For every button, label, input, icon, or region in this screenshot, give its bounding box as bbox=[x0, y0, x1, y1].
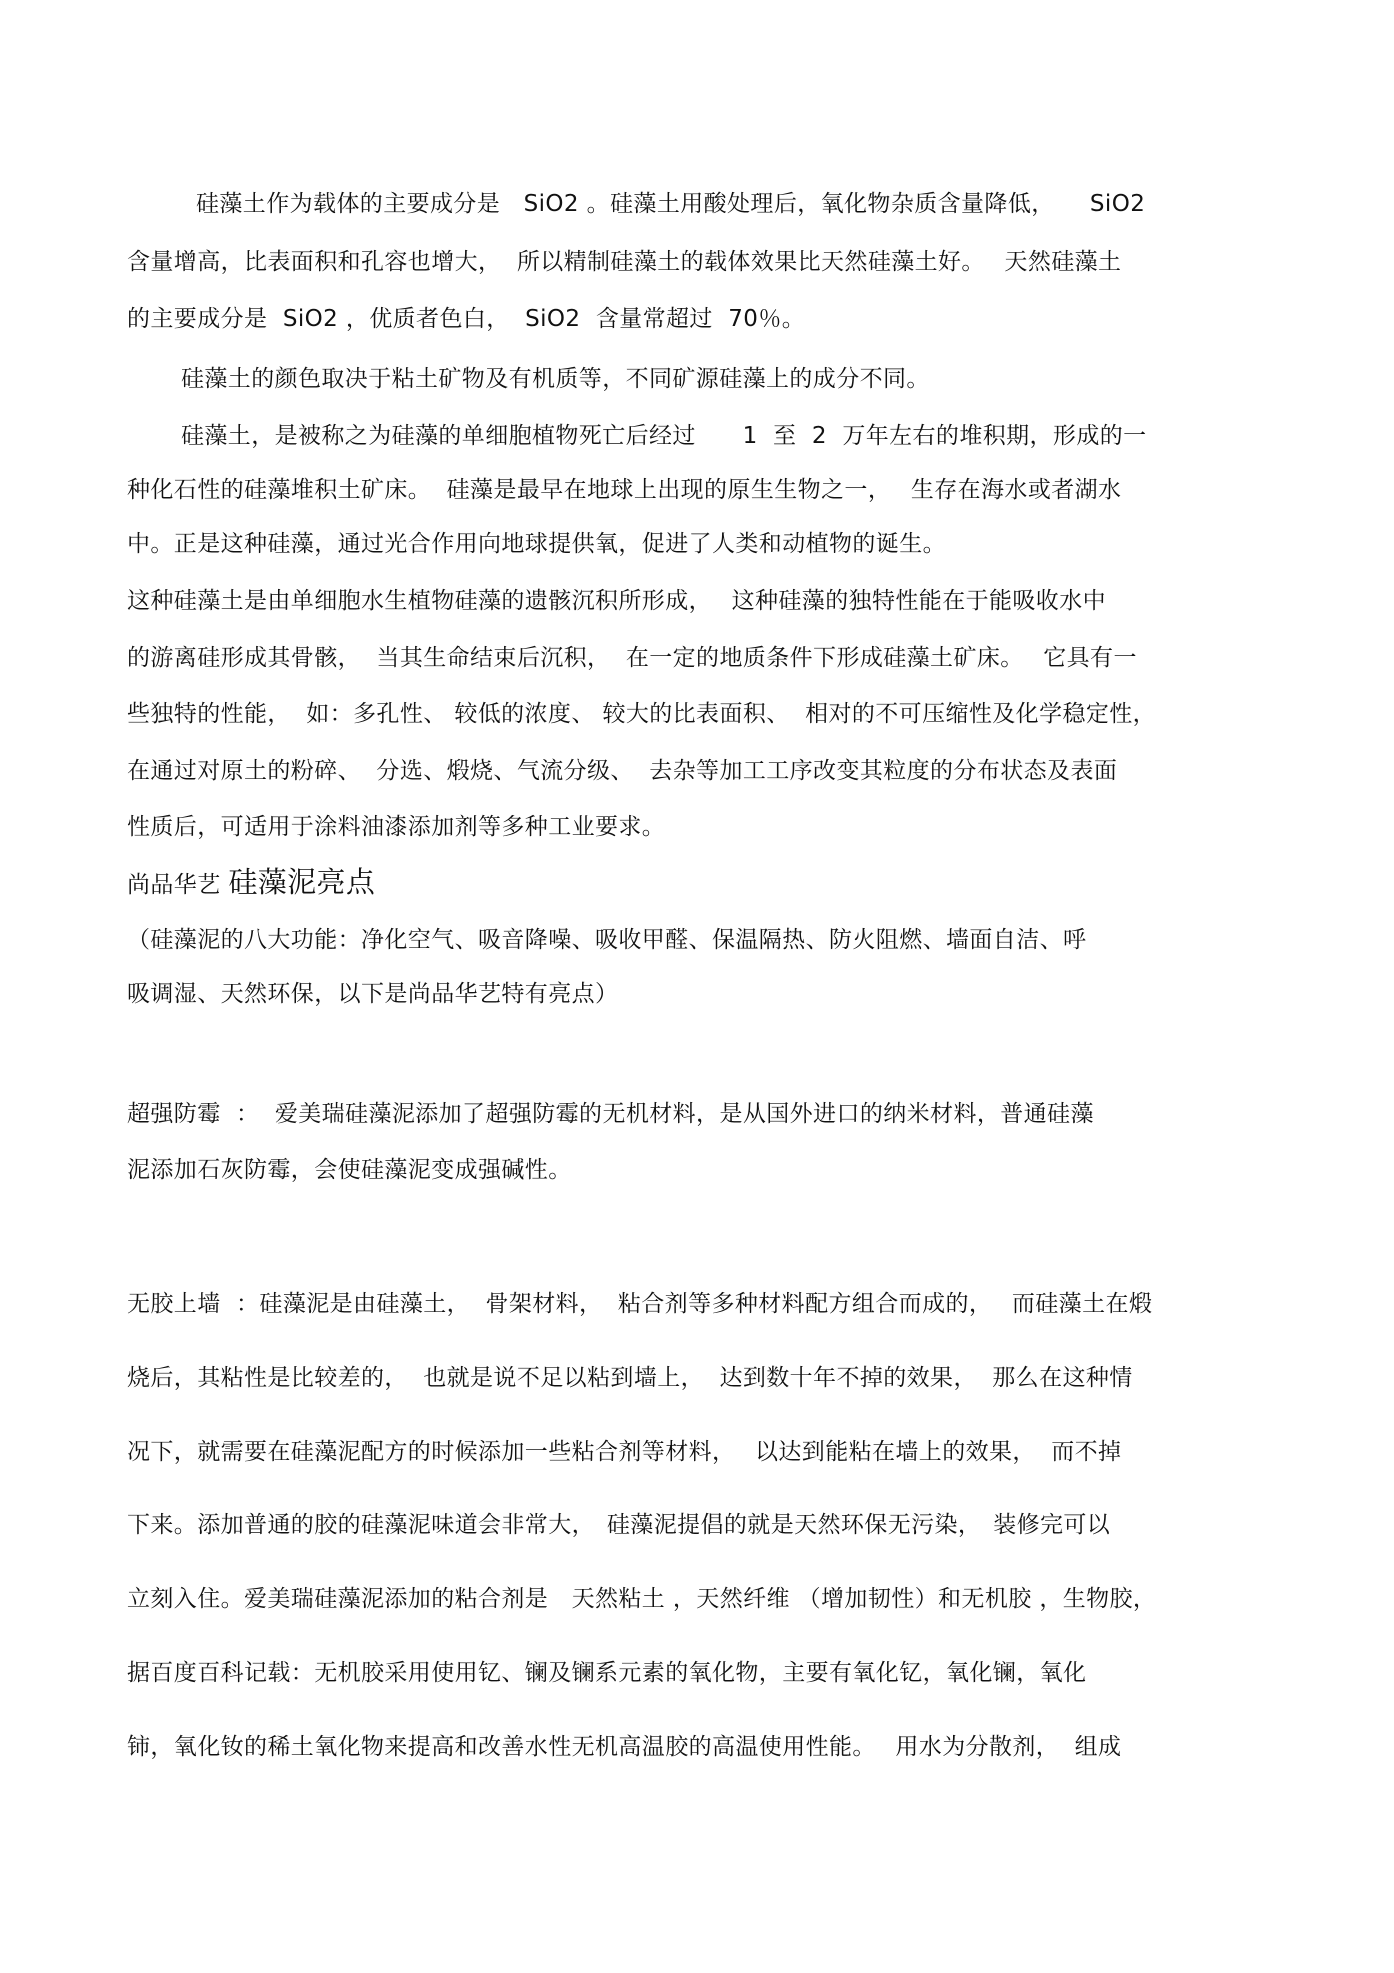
glue-paragraph-line: 无胶上墙 ：硅藻泥是由硅藻土， 骨架材料， 粘合剂等多种材料配方组合而成的， 而硅藻土在煅 bbox=[127, 1291, 1153, 1317]
section-title: 硅藻泥亮点 bbox=[228, 865, 376, 899]
paragraph-line: 种化石性的硅藻堆积土矿床。 硅藻是最早在地球上出现的原生生物之一， 生存在海水或者湖水 bbox=[127, 477, 1122, 503]
glue-paragraph-line: 烧后，其粘性是比较差的， 也就是说不足以粘到墙上， 达到数十年不掉的效果， 那么在这种情 bbox=[127, 1365, 1133, 1391]
glue-paragraph-line: 况下，就需要在硅藻泥配方的时候添加一些粘合剂等材料， 以达到能粘在墙上的效果， 而不掉 bbox=[127, 1439, 1122, 1465]
section-note-line: （硅藻泥的八大功能：净化空气、吸音降噪、吸收甲醛、保温隔热、防火阻燃、墙面自洁、呼 bbox=[127, 927, 1087, 953]
paragraph-line: 硅藻土的颜色取决于粘土矿物及有机质等，不同矿源硅藻上的成分不同。 bbox=[181, 366, 930, 392]
paragraph-line: 含量增高，比表面积和孔容也增大， 所以精制硅藻土的载体效果比天然硅藻土好。 天然硅藻土 bbox=[127, 249, 1122, 275]
glue-paragraph-line: 据百度百科记载：无机胶采用使用钇、镧及镧系元素的氧化物，主要有氧化钇，氧化镧，氧化 bbox=[127, 1660, 1087, 1686]
paragraph-line: 的游离硅形成其骨骸， 当其生命结束后沉积， 在一定的地质条件下形成硅藻土矿床。 它具有一 bbox=[127, 645, 1137, 671]
paragraph-line: 硅藻土，是被称之为硅藻的单细胞植物死亡后经过 1 至 2 万年左右的堆积期，形成的一 bbox=[181, 423, 1147, 449]
mold-paragraph-line: 超强防霉 ： 爱美瑞硅藻泥添加了超强防霉的无机材料，是从国外进口的纳米材料，普通硅藻 bbox=[127, 1101, 1094, 1127]
paragraph-line: 中。正是这种硅藻，通过光合作用向地球提供氧，促进了人类和动植物的诞生。 bbox=[127, 531, 946, 557]
paragraph-line: 硅藻土作为载体的主要成分是 SiO2 。硅藻土用酸处理后，氧化物杂质含量降低， SiO2 bbox=[196, 191, 1146, 217]
paragraph-line: 的主要成分是 SiO2 ，优质者色白， SiO2 含量常超过 70％。 bbox=[127, 306, 806, 332]
paragraph-line: 这种硅藻土是由单细胞水生植物硅藻的遗骸沉积所形成， 这种硅藻的独特性能在于能吸收水中 bbox=[127, 588, 1107, 614]
paragraph-line: 些独特的性能， 如：多孔性、 较低的浓度、 较大的比表面积、 相对的不可压缩性及化学稳定性， bbox=[127, 701, 1157, 727]
section-brand: 尚品华艺 bbox=[127, 872, 229, 898]
glue-paragraph-line: 立刻入住。爱美瑞硅藻泥添加的粘合剂是 天然粘土 ，天然纤维 （增加韧性）和无机胶 ，生物胶， bbox=[127, 1586, 1157, 1612]
section-note-line: 吸调湿、天然环保，以下是尚品华艺特有亮点） bbox=[127, 981, 619, 1007]
mold-paragraph-line: 泥添加石灰防霉，会使硅藻泥变成强碱性。 bbox=[127, 1157, 572, 1183]
section-heading bbox=[127, 866, 375, 901]
paragraph-line: 在通过对原土的粉碎、 分选、煅烧、气流分级、 去杂等加工工序改变其粒度的分布状态及表面 bbox=[127, 758, 1118, 784]
paragraph-line: 性质后，可适用于涂料油漆添加剂等多种工业要求。 bbox=[127, 814, 666, 840]
glue-paragraph-line: 下来。添加普通的胶的硅藻泥味道会非常大， 硅藻泥提倡的就是天然环保无污染， 装修完可以 bbox=[127, 1512, 1111, 1538]
glue-paragraph-line: 铈，氧化钕的稀土氧化物来提高和改善水性无机高温胶的高温使用性能。 用水为分散剂， 组成 bbox=[127, 1734, 1122, 1760]
